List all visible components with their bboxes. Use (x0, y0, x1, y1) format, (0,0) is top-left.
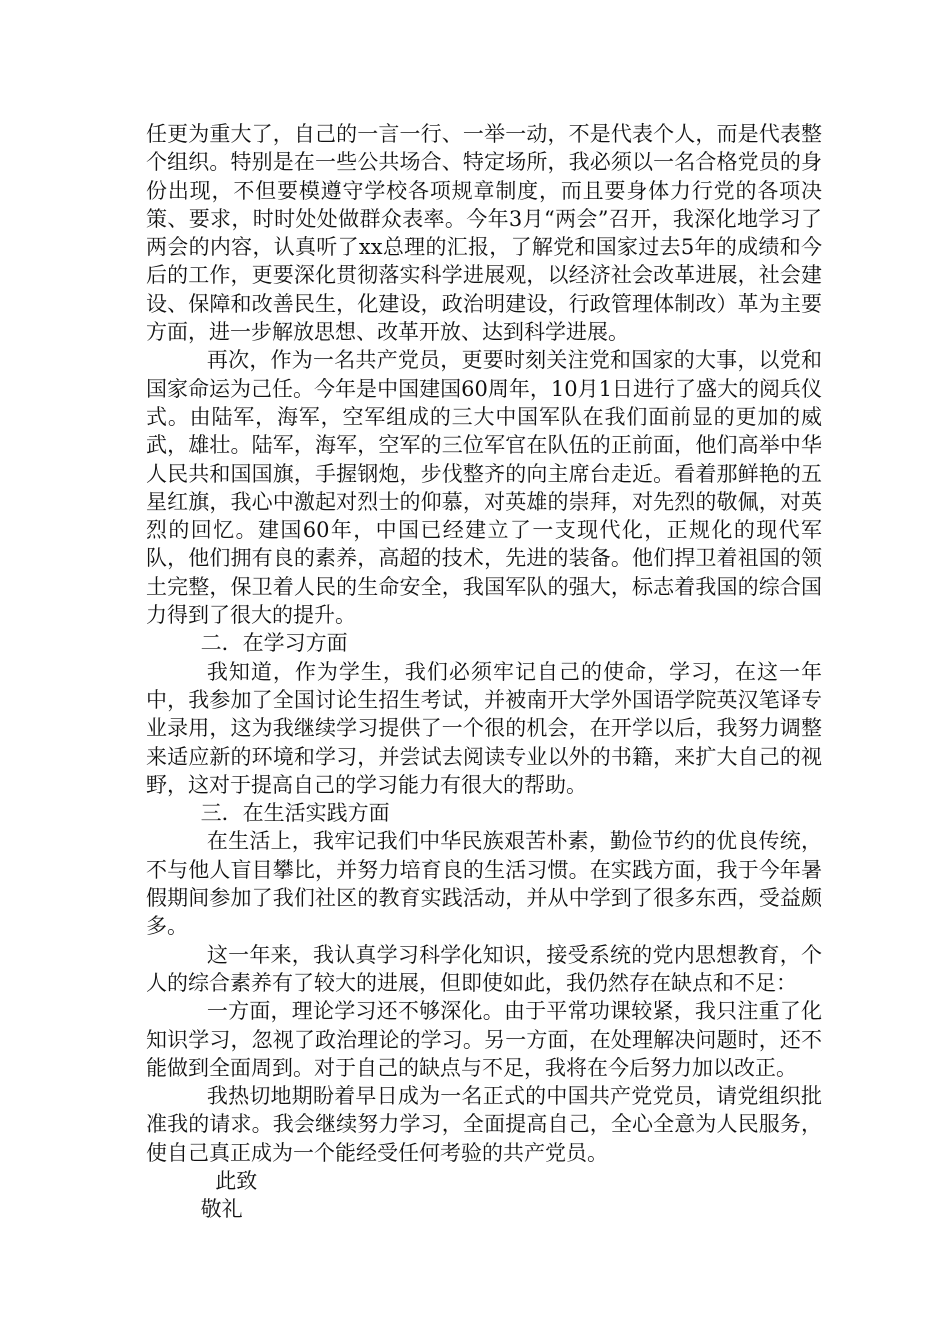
paragraph-request: 我热切地期盼着早日成为一名正式的中国共产党党员，请党组织批准我的请求。我会继续努力学习，全面提高自己，全心全意为人民服务，使自己真正成为一个能经受任何考验的共产党员。 (146, 1084, 822, 1165)
paragraph-study: 我知道，作为学生，我们必须牢记自己的使命，学习，在这一年中，我参加了全国讨论生招生考试，并被南开大学外国语学院英汉笔译专业录用，这为我继续学习提供了一个很的机会，在开学以后，我努力调整来适应新的环境和学习，并尝试去阅读专业以外的书籍，来扩大自己的视野，这对于提高自己的学习能力有很大的帮助。 (146, 659, 822, 797)
section-heading-study: 二．在学习方面 (200, 631, 348, 656)
paragraph-shortcomings: 一方面，理论学习还不够深化。由于平常功课较紧，我只注重了化知识学习，忽视了政治理论的学习。另一方面，在处理解决问题时，还不能做到全面周到。对于自己的缺点与不足，我将在今后努力加以改正。 (146, 999, 822, 1080)
paragraph-year-summary: 这一年来，我认真学习科学化知识，接受系统的党内思想教育，个人的综合素养有了较大的进展，但即使如此，我仍然存在缺点和不足： (146, 942, 822, 995)
document-body (146, 120, 822, 1224)
closing-salutation: 此致 (215, 1168, 258, 1193)
paragraph-military-parade: 再次，作为一名共产党员，更要时刻关注党和国家的大事，以党和国家命运为己任。今年是中国建国60周年，10月1日进行了盛大的阅兵仪式。由陆军，海军，空军组成的三大中国军队在我们面前显的更加的威武，雄壮。陆军，海军，空军的三位军官在队伍的正前面，他们高举中华人民共和国国旗，手握钢炮，步伐整齐的向主席台走近。看着那鲜艳的五星红旗，我心中激起对烈士的仰慕，对英雄的崇拜，对先烈的敬佩，对英烈的回忆。建国60年，中国已经建立了一支现代化，正规化的现代军队，他们拥有良的素养，高超的技术，先进的装备。他们捍卫着祖国的领土完整，保卫着人民的生命安全，我国军队的强大，标志着我国的综合国力得到了很大的提升。 (146, 348, 822, 628)
paragraph-life-practice: 在生活上，我牢记我们中华民族艰苦朴素，勤俭节约的优良传统，不与他人盲目攀比，并努力培育良的生活习惯。在实践方面，我于今年暑假期间参加了我们社区的教育实践活动，并从中学到了很多东西，受益颇多。 (146, 829, 822, 939)
paragraph-continued: 任更为重大了，自己的一言一行、一举一动，不是代表个人，而是代表整个组织。特别是在一些公共场合、特定场所，我必须以一名合格党员的身份出现，不但要模遵守学校各项规章制度，而且要身体力行党的各项决策、要求，时时处处做群众表率。今年3月“两会”召开，我深化地学习了两会的内容，认真听了xx总理的汇报，了解党和国家过去5年的成绩和今后的工作，更要深化贯彻落实科学进展观，以经济社会改革进展，社会建设、保障和改善民生，化建设，政治明建设，行政管理体制改）革为主要方面，进一步解放思想、改革开放、达到科学进展。 (146, 122, 822, 345)
closing-regards: 敬礼 (200, 1197, 243, 1222)
section-heading-life-practice: 三．在生活实践方面 (200, 801, 390, 826)
